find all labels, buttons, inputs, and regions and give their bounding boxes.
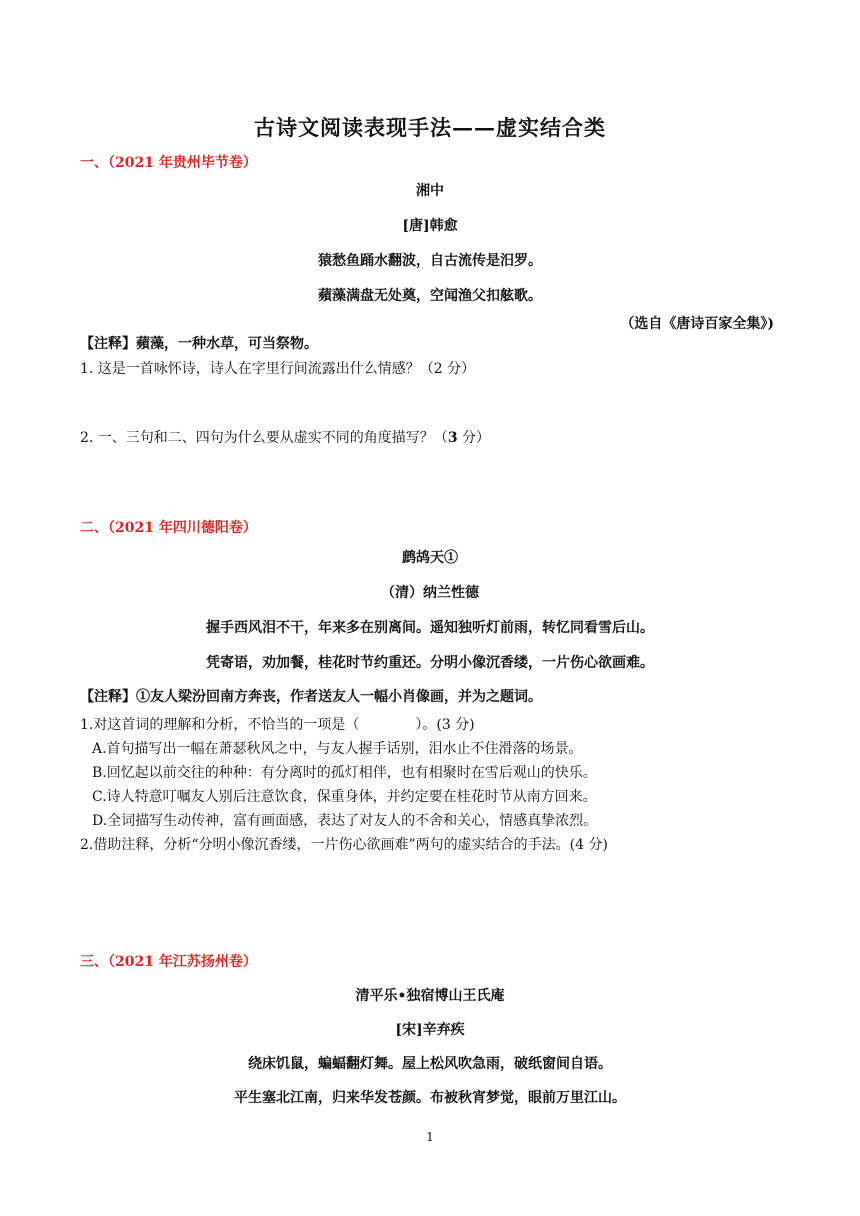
poem-1-line-2: 蘋藻满盘无处奠，空闻渔父扣舷歌。 bbox=[318, 288, 542, 304]
poem-2-author: （清）纳兰性德 bbox=[381, 585, 479, 601]
page-title: 古诗文阅读表现手法——虚实结合类 bbox=[254, 115, 606, 140]
section-1-question-2 bbox=[80, 427, 490, 447]
page-number: 1 bbox=[426, 1130, 434, 1144]
option-b: B.回忆起以前交往的种种：有分离时的孤灯相伴，也有相聚时在雪后观山的快乐。 bbox=[92, 765, 597, 781]
question-end: 分） bbox=[457, 430, 491, 446]
poem-3-line-2: 平生塞北江南，归来华发苍颜。布被秋宵梦觉，眼前万里江山。 bbox=[234, 1090, 626, 1106]
section-2-header: 二、（2021 年四川德阳卷） bbox=[80, 520, 257, 536]
poem-3-title: 清平乐•独宿博山王氏庵 bbox=[355, 988, 505, 1004]
section-3-header: 三、（2021 年江苏扬州卷） bbox=[80, 954, 257, 970]
poem-2-line-2: 凭寄语，劝加餐，桂花时节约重还。分明小像沉香缕，一片伤心欲画难。 bbox=[206, 655, 654, 671]
poem-3-author: [宋]辛弃疾 bbox=[395, 1022, 465, 1038]
poem-1-title: 湘中 bbox=[416, 183, 444, 199]
section-1-question-1: 1. 这是一首咏怀诗，诗人在字里行间流露出什么情感？（2 分） bbox=[80, 361, 476, 377]
note-label: 【注释】 bbox=[80, 689, 136, 705]
option-a: A.首句描写出一幅在萧瑟秋风之中，与友人握手话别，泪水止不住滑落的场景。 bbox=[92, 741, 583, 757]
poem-2-line-1: 握手西风泪不干，年来多在别离间。遥知独听灯前雨，转忆同看雪后山。 bbox=[206, 620, 654, 636]
note-text: 蘋藻，一种水草，可当祭物。 bbox=[136, 336, 318, 352]
section-2-question-1: 1.对这首词的理解和分析，不恰当的一项是（ ）。(3 分) bbox=[80, 717, 475, 733]
poem-3-line-1: 绕床饥鼠，蝙蝠翻灯舞。屋上松风吹急雨，破纸窗间自语。 bbox=[248, 1056, 612, 1072]
question-text: 2. 一、三句和二、四句为什么要从虚实不同的角度描写？（ bbox=[80, 430, 448, 446]
section-1-header: 一、（2021 年贵州毕节卷） bbox=[80, 155, 257, 171]
poem-1-note bbox=[80, 333, 318, 353]
option-d: D.全词描写生动传神，富有画面感，表达了对友人的不舍和关心，情感真挚浓烈。 bbox=[92, 813, 598, 829]
poem-1-author: [唐]韩愈 bbox=[402, 218, 458, 234]
note-text: ①友人梁汾回南方奔丧，作者送友人一幅小肖像画，并为之题词。 bbox=[136, 689, 542, 705]
poem-2-note bbox=[80, 686, 542, 706]
question-score: 3 bbox=[447, 430, 458, 446]
option-c: C.诗人特意叮嘱友人别后注意饮食，保重身体，并约定要在桂花时节从南方回来。 bbox=[92, 789, 597, 805]
poem-1-source: （选自《唐诗百家全集》) bbox=[620, 316, 774, 332]
section-2-question-2: 2.借助注释，分析“分明小像沉香缕，一片伤心欲画难”两句的虚实结合的手法。(4 分) bbox=[80, 837, 608, 853]
note-label: 【注释】 bbox=[80, 336, 136, 352]
poem-1-line-1: 猿愁鱼踊水翻波，自古流传是汨罗。 bbox=[318, 253, 542, 269]
poem-2-title: 鹧鸪天① bbox=[402, 550, 458, 566]
